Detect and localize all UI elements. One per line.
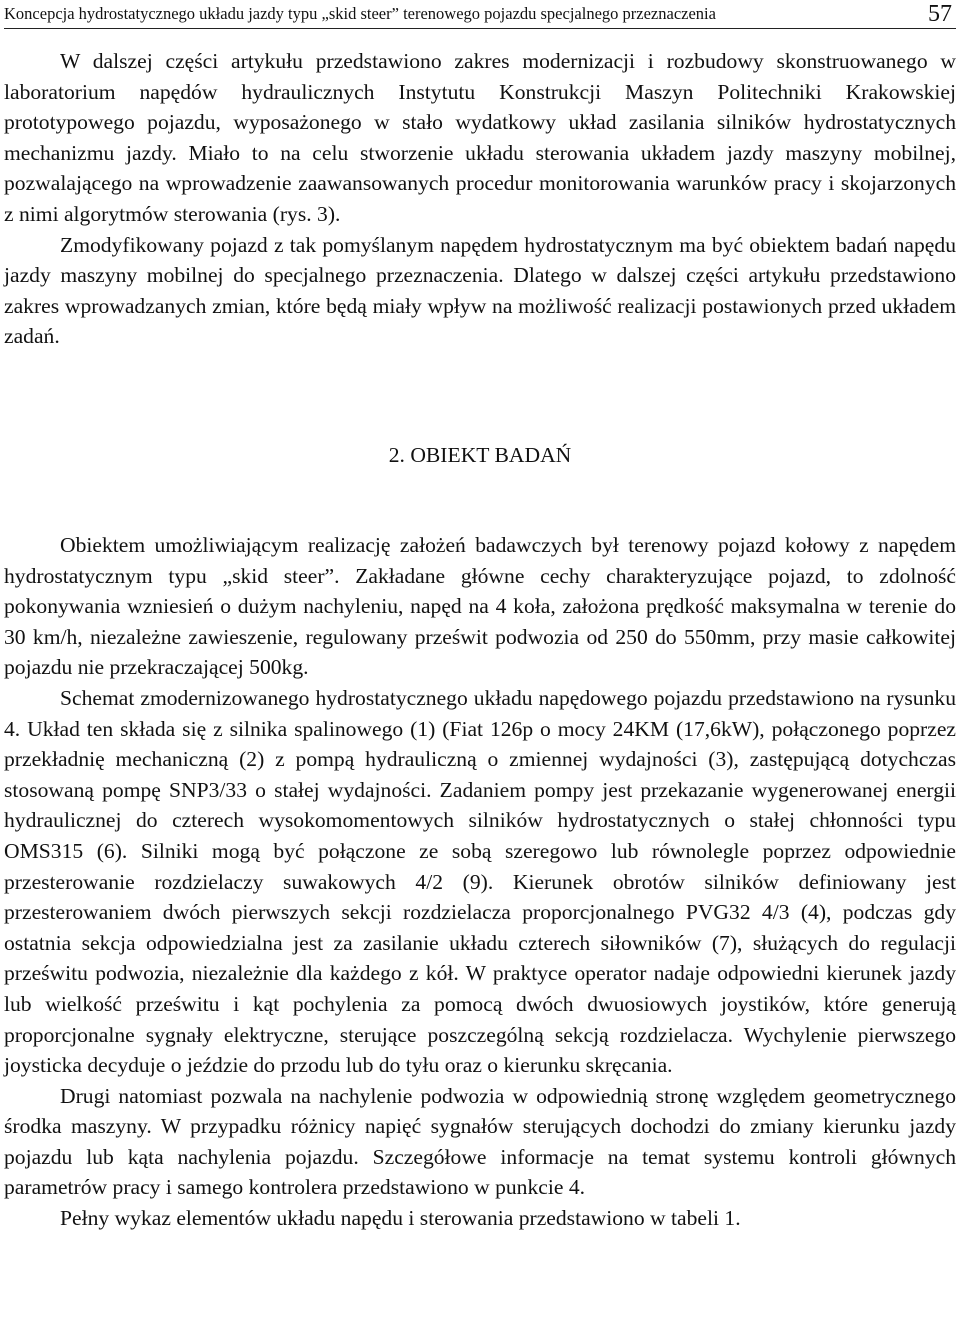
section-text-block: [4, 530, 956, 1234]
intro-text-block: [4, 46, 956, 352]
running-header: [4, 2, 956, 29]
section-paragraph: Pełny wykaz elementów układu napędu i sterowania przedstawiono w tabeli 1.: [60, 1206, 741, 1231]
running-title: Koncepcja hydrostatycznego układu jazdy typu „skid steer” terenowego pojazdu specjalnego przeznaczenia: [4, 4, 716, 23]
intro-paragraph: W dalszej części artykułu przedstawiono zakres modernizacji i rozbudowy skonstruowanego w laboratorium napędów hydraulicznych Instytutu Konstrukcji Maszyn Politechniki Krakowskiej prototypowego pojazdu, wyposażonego w stało wydatkowy układ zasilania silników hydrostatycznych mechanizmu jazdy. Miało to na celu stworzenie układu sterowania układem jazdy maszyny mobilnej, pozwalającego na wprowadzenie zaawansowanych procedur monitorowania warunków pracy i skojarzonych z nimi algorytmów sterowania (rys. 3).: [4, 49, 956, 226]
section-paragraph: Schemat zmodernizowanego hydrostatycznego układu napędowego pojazdu przedstawiono na rysunku 4. Układ ten składa się z silnika spalinowego (1) (Fiat 126p o mocy 24KM (17,6kW), połączonego poprzez przekładnię mechaniczną (2) z pompą hydrauliczną o zmiennej wydajności (3), zastępującą dotychczas stosowaną pompę SNP3/33 o stałej wydajności. Zadaniem pompy jest przekazanie wygenerowanej energii hydraulicznej do czterech wysokomomentowych silników hydrostatycznych o stałej chłonności typu OMS315 (6). Silniki mogą być połączone ze sobą szeregowo lub równolegle poprzez odpowiednie przesterowanie rozdzielaczy suwakowych 4/2 (9). Kierunek obrotów silników definiowany jest przesterowaniem dwóch pierwszych sekcji rozdzielacza proporcjonalnego PVG32 4/3 (4), podczas gdy ostatnia sekcja odpowiedzialna jest za zasilanie układu czterech siłowników (7), służących do regulacji prześwitu podwozia, niezależnie dla każdego z kół. W praktyce operator nadaje odpowiedni kierunek jazdy lub wielkość prześwitu i kąt pochylenia za pomocą dwóch dwuosiowych joystików, które generują proporcjonalne sygnały elektryczne, sterujące poszczególną sekcją rozdzielacza. Wychylenie pierwszego joysticka decyduje o jeździe do przodu lub do tyłu oraz o kierunku skręcania.: [4, 685, 956, 1078]
section-heading: 2. OBIEKT BADAŃ: [388, 443, 572, 467]
section-paragraph: Drugi natomiast pozwala na nachylenie podwozia w odpowiednią stronę względem geometrycznego środka maszyny. W przypadku różnicy napięć sygnałów sterujących dochodzi do zmiany kierunku jazdy pojazdu lub kąta nachylenia pojazdu. Szczegółowe informacje na temat systemu kontroli głównych parametrów pracy i samego kontrolera przedstawiono w punkcie 4.: [4, 1083, 956, 1200]
intro-paragraph: Zmodyfikowany pojazd z tak pomyślanym napędem hydrostatycznym ma być obiektem badań napędu jazdy maszyny mobilnej do specjalnego przeznaczenia. Dlatego w dalszej części artykułu przedstawiono zakres wprowadzanych zmian, które będą miały wpływ na możliwość realizacji postawionych przed układem zadań.: [4, 232, 956, 349]
section-paragraph: Obiektem umożliwiającym realizację założeń badawczych był terenowy pojazd kołowy z napędem hydrostatycznym typu „skid steer”. Zakładane główne cechy charakteryzujące pojazd, to zdolność pokonywania wzniesień o dużym nachyleniu, napęd na 4 koła, założona prędkość maksymalna w terenie do 30 km/h, niezależne zawieszenie, regulowany prześwit podwozia od 250 do 550mm, przy masie całkowitej pojazdu nie przekraczającej 500kg.: [4, 533, 956, 680]
page-number: 57: [928, 1, 952, 27]
